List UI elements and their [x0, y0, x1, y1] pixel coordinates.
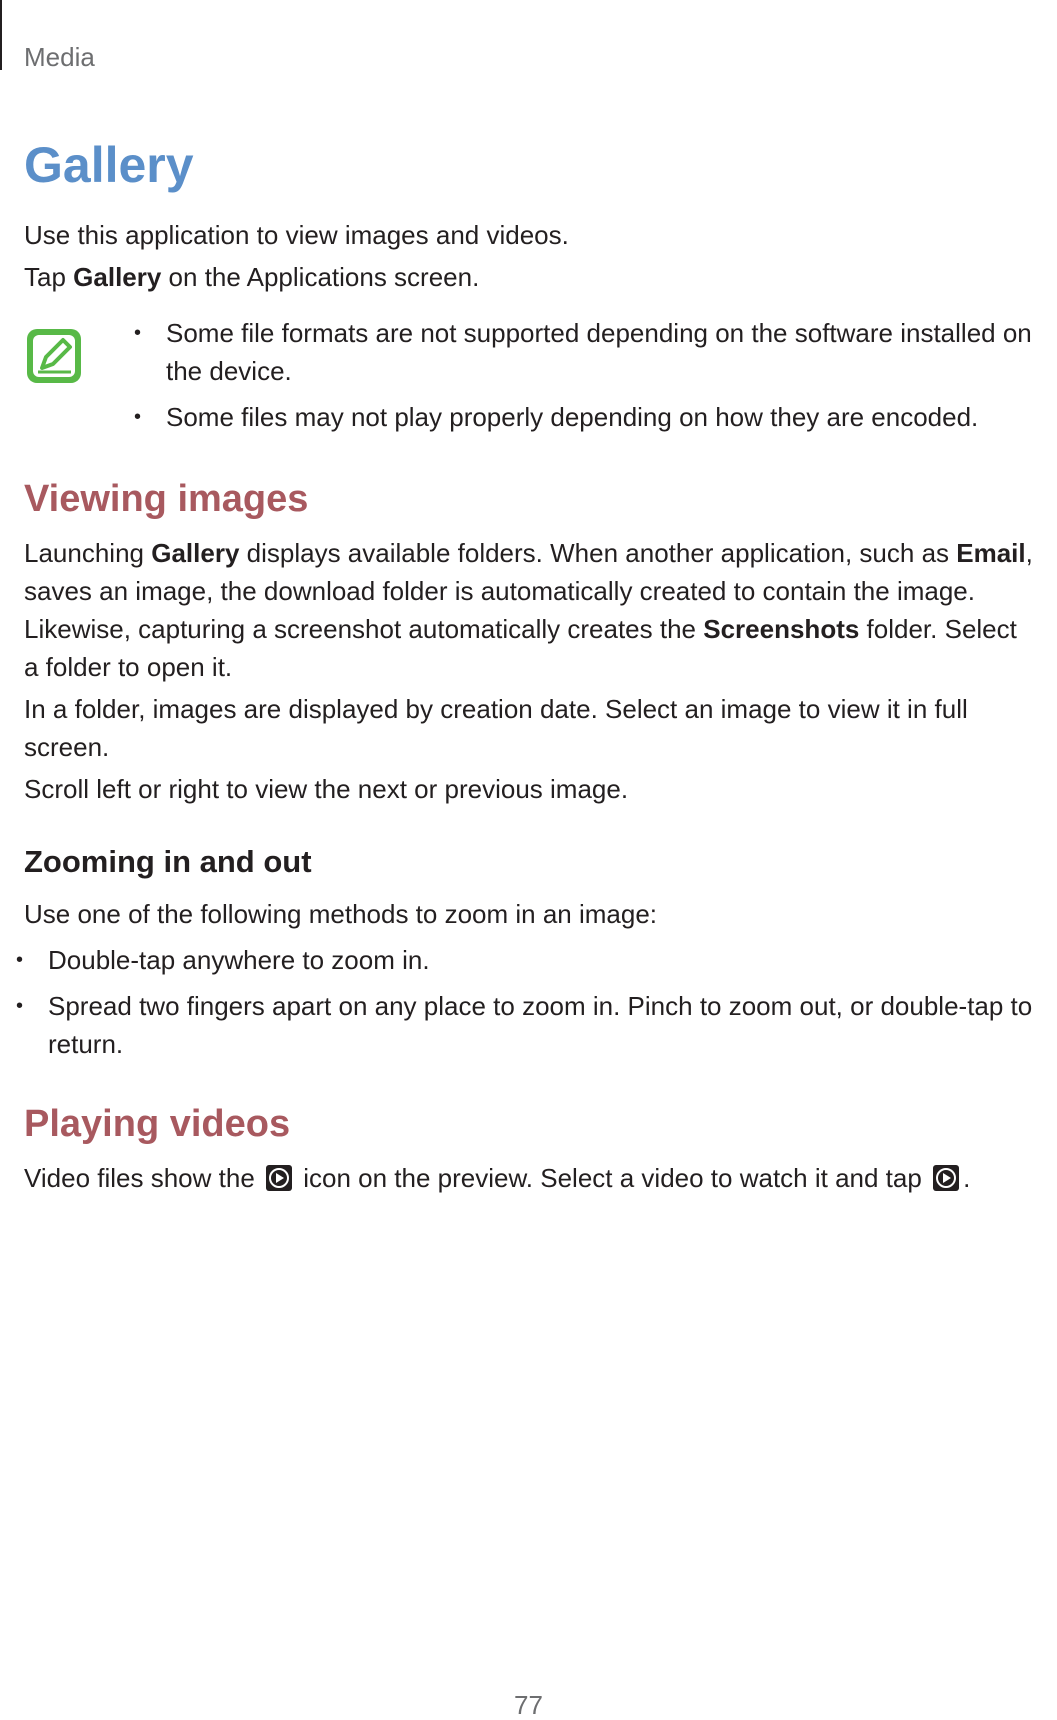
page-number: 77 [514, 1690, 543, 1720]
gallery-tap-instruction: Tap Gallery on the Applications screen. [24, 262, 480, 292]
zooming-title: Zooming in and out [24, 844, 312, 879]
gallery-intro: Use this application to view images and videos. [24, 220, 569, 250]
viewing-paragraph-2: In a folder, images are displayed by creation date. Select an image to view it in full screen. [24, 694, 968, 762]
zooming-intro: Use one of the following methods to zoom in an image: [24, 899, 658, 929]
play-icon [266, 1165, 292, 1191]
note-item: • Some file formats are not supported depending on the software installed on the device. [134, 318, 1032, 386]
corner-divider [0, 0, 2, 70]
gallery-title: Gallery [24, 137, 194, 193]
note-block [24, 314, 1034, 436]
playing-title: Playing videos [24, 1103, 291, 1145]
note-item: • Some files may not play properly depending on how they are encoded. [134, 402, 979, 432]
note-pencil-icon [24, 326, 84, 386]
zoom-item: • Double-tap anywhere to zoom in. [16, 945, 430, 975]
content [16, 137, 1034, 1197]
playing-paragraph: Video files show the icon on the preview. Select a video to watch it and tap . [24, 1163, 971, 1193]
zoom-item: • Spread two fingers apart on any place to zoom in. Pinch to zoom out, or double-tap to return. [16, 991, 1033, 1059]
viewing-paragraph-3: Scroll left or right to view the next or previous image. [24, 774, 629, 804]
viewing-paragraph: Launching Gallery displays available folders. When another application, such as Email, saves an image, the download folder is automatically created to contain the image. Likewise, capturing a screenshot automatically creates the Screenshots folder. Select a folder to open it. [24, 538, 1033, 682]
gallery-bold: Gallery [73, 262, 162, 292]
section-header: Media [24, 42, 95, 72]
viewing-title: Viewing images [24, 478, 309, 520]
play-icon [933, 1165, 959, 1191]
